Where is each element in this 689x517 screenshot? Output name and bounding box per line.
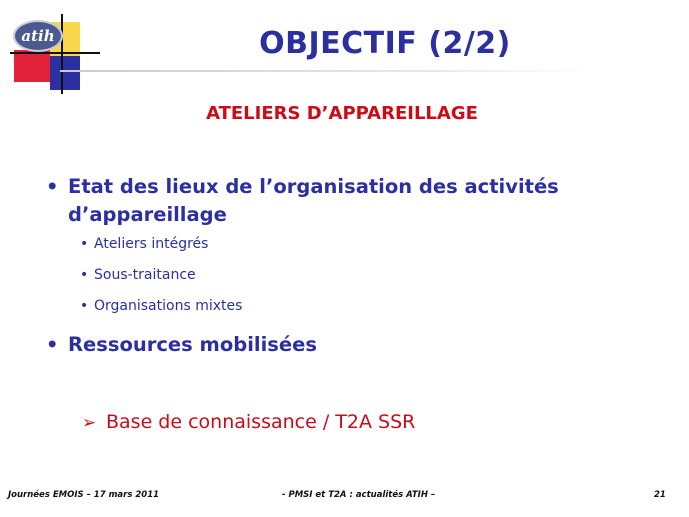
sub-bullet-label: Sous-traitance xyxy=(94,267,196,283)
bullet-label: Etat des lieux de l’organisation des activités d’appareillage xyxy=(68,175,559,226)
sub-bullet-label: Ateliers intégrés xyxy=(94,236,209,252)
atih-logo xyxy=(0,0,100,100)
bullet-dot-icon: • xyxy=(80,267,89,283)
sub-bullet-item xyxy=(80,267,480,283)
footer-center: - PMSI et T2A : actualités ATIH – xyxy=(282,490,436,500)
sub-bullet-item xyxy=(80,236,480,252)
logo-badge: atih xyxy=(13,20,63,52)
bullet-dot-icon: • xyxy=(46,175,59,198)
bullet-dot-icon: • xyxy=(46,333,59,356)
bullet-dot-icon: • xyxy=(80,298,89,314)
bullet-label: Ressources mobilisées xyxy=(68,333,317,356)
bullet-item-2 xyxy=(46,333,546,356)
logo-vertical-line xyxy=(61,14,63,94)
footer-left: Journées EMOIS – 17 mars 2011 xyxy=(8,490,160,500)
sub-bullet-item xyxy=(80,298,480,314)
logo-blue-square xyxy=(50,56,80,90)
slide-subtitle: ATELIERS D’APPAREILLAGE xyxy=(206,103,478,124)
logo-red-square xyxy=(14,50,50,82)
slide-title: OBJECTIF (2/2) xyxy=(259,26,511,61)
bullet-item-1 xyxy=(46,173,656,229)
arrow-right-icon: ➢ xyxy=(82,413,97,433)
logo-horizontal-line xyxy=(10,52,100,54)
bullet-dot-icon: • xyxy=(80,236,89,252)
arrow-list-item xyxy=(82,411,582,433)
arrow-item-label: Base de connaissance / T2A SSR xyxy=(106,411,416,433)
page-number: 21 xyxy=(654,490,666,500)
sub-bullet-label: Organisations mixtes xyxy=(94,298,243,314)
title-underline xyxy=(60,70,590,72)
